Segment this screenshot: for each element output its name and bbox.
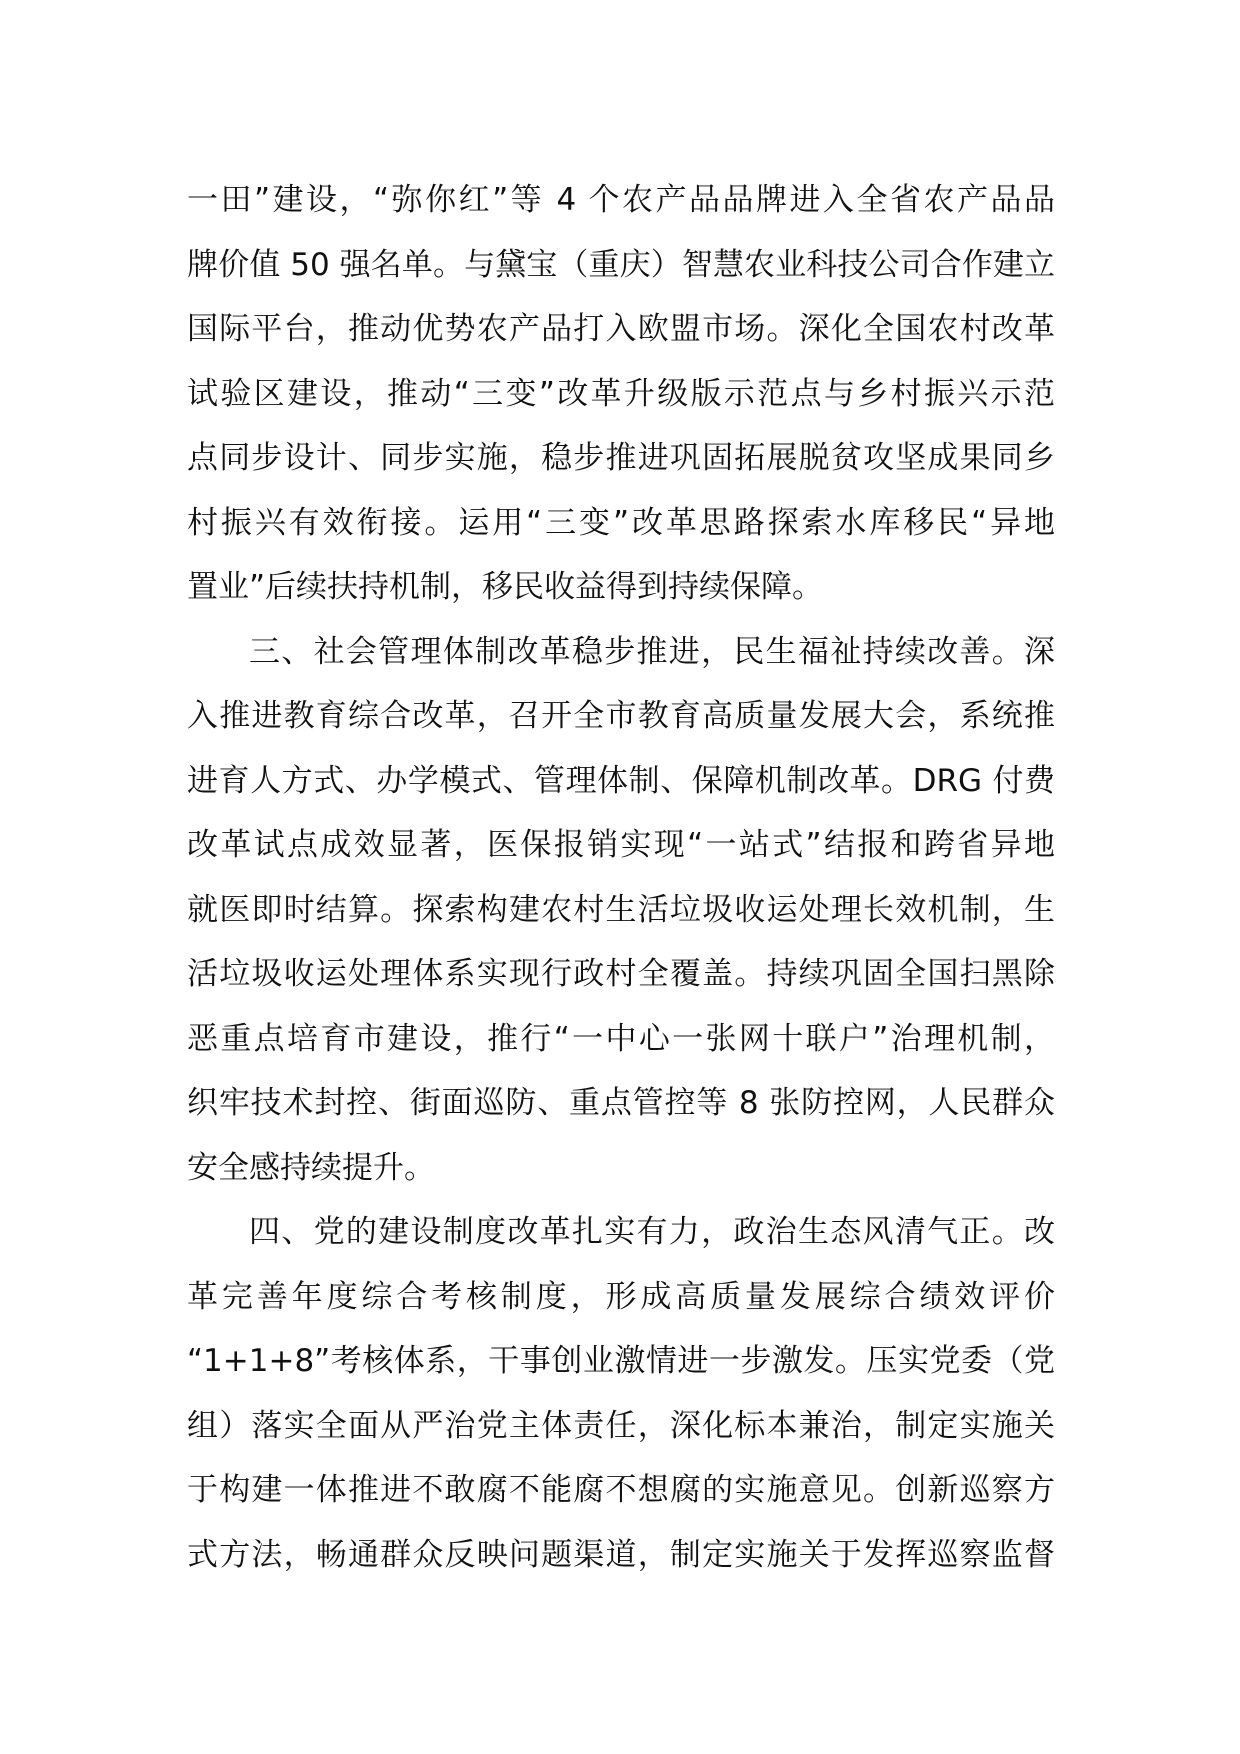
text-line: 安全感持续提升。 <box>187 1149 435 1186</box>
text-line: 于构建一体推进不敢腐不能腐不想腐的实施意见。创新巡察方 <box>187 1472 1055 1508</box>
text-line: 组）落实全面从严治党主体责任，深化标本兼治，制定实施关 <box>187 1407 1055 1444</box>
text-line: 就医即时结算。探索构建农村生活垃圾收运处理长效机制，生 <box>187 891 1055 928</box>
text-line: 国际平台，推动优势农产品打入欧盟市场。深化全国农村改革 <box>187 311 1055 347</box>
body-text <box>187 168 1055 1587</box>
section-heading-line: 三、社会管理体制改革稳步推进，民生福祉持续改善。深 <box>249 633 1055 670</box>
text-line: 村振兴有效衔接。运用“三变”改革思路探索水库移民“异地 <box>187 504 1055 541</box>
text-line: 织牢技术封控、街面巡防、重点管控等 8 张防控网，人民群众 <box>187 1085 1055 1121</box>
text-line: 入推进教育综合改革，召开全市教育高质量发展大会，系统推 <box>187 698 1055 734</box>
section-heading-line: 四、党的建设制度改革扎实有力，政治生态风清气正。改 <box>249 1214 1055 1250</box>
text-line: 一田”建设，“弥你红”等 4 个农产品品牌进入全省农产品品 <box>187 182 1055 218</box>
text-line: 革完善年度综合考核制度，形成高质量发展综合绩效评价 <box>187 1278 1055 1315</box>
text-line: 进育人方式、办学模式、管理体制、保障机制改革。DRG 付费 <box>187 762 1055 799</box>
text-line: 点同步设计、同步实施，稳步推进巩固拓展脱贫攻坚成果同乡 <box>187 440 1055 476</box>
text-line: 恶重点培育市建设，推行“一中心一张网十联户”治理机制， <box>187 1020 1055 1057</box>
text-line: 活垃圾收运处理体系实现行政村全覆盖。持续巩固全国扫黑除 <box>187 956 1055 992</box>
text-line: 改革试点成效显著，医保报销实现“一站式”结报和跨省异地 <box>187 827 1055 863</box>
text-line: 牌价值 50 强名单。与黛宝（重庆）智慧农业科技公司合作建立 <box>187 246 1055 283</box>
text-line: 式方法，畅通群众反映问题渠道，制定实施关于发挥巡察监督 <box>187 1536 1055 1573</box>
text-line: 试验区建设，推动“三变”改革升级版示范点与乡村振兴示范 <box>187 375 1055 412</box>
text-line: 置业”后续扶持机制，移民收益得到持续保障。 <box>187 569 824 605</box>
text-line: “1+1+8”考核体系，干事创业激情进一步激发。压实党委（党 <box>187 1343 1055 1379</box>
